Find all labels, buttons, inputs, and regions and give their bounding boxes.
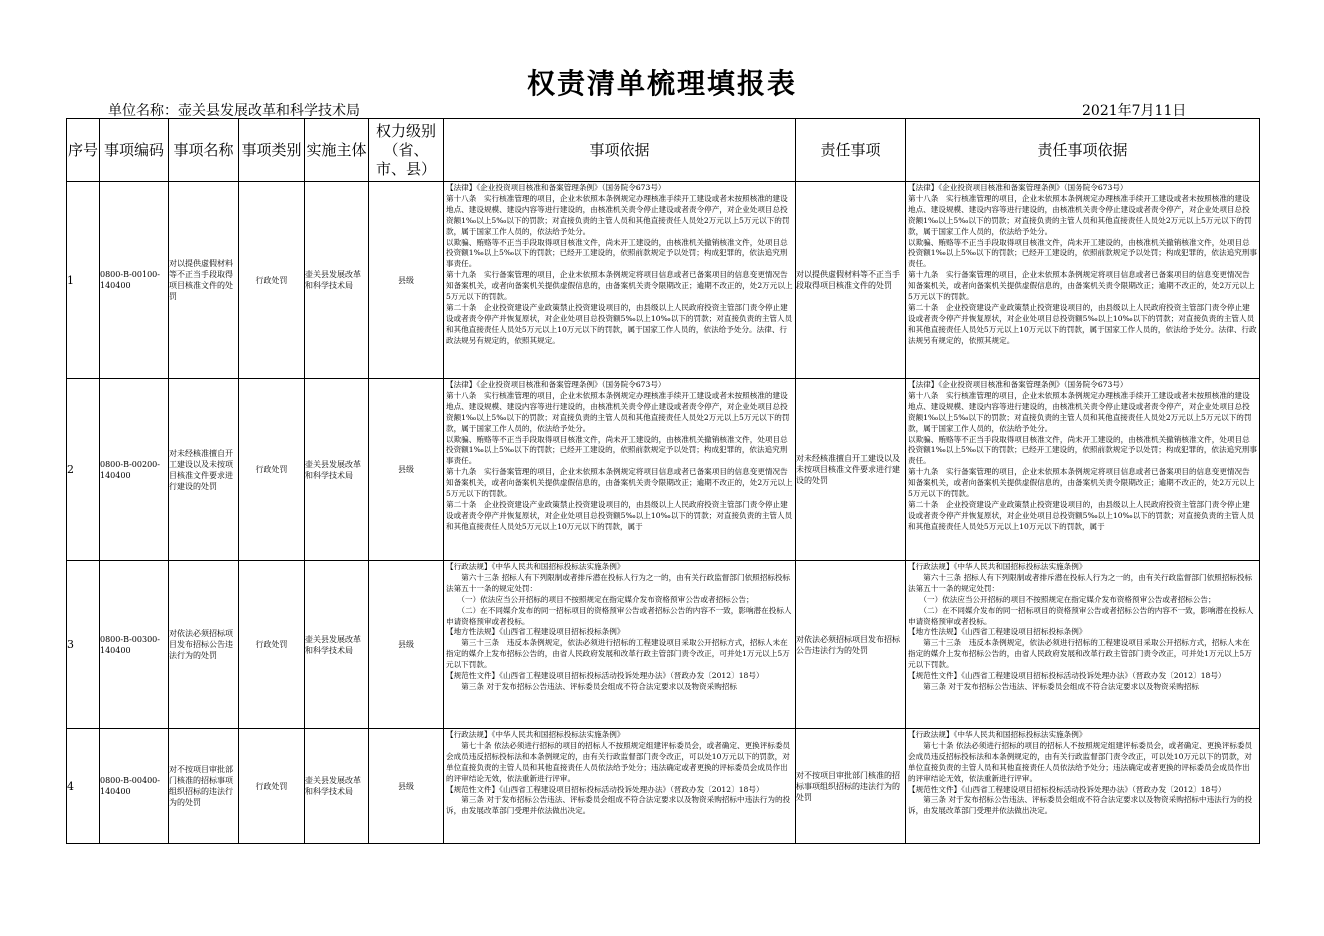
basis-text: 【法律】《企业投资项目核准和备案管理条例》（国务院令673号） 第十八条 实行核准管理的项目，企业未依照本条例规定办理核准手续开工建设或者未按照核准的建设地点、建设规模、建设内容等进行建设的，由核准机关责令停止建设或者责令停产，对企业处项目总投资额1‰以上5‰以下的罚款；对直接负责的主管人员和其他直接责任人员处2万元以上5万元以下的罚款，属于国家工作人员的，依法给予处分。 以欺骗、贿赂等不正当手段取得项目核准文件，尚未开工建设的，由核准机关撤销核准文件，处项目总投资额1‰以上5‰以下的罚款；已经开工建设的，依照前款规定予以处罚；构成犯罪的，依法追究刑事责任。 第十九条 实行备案管理的项目，企业未依照本条例规定将项目信息或者已备案项目的信息变更情况告知备案机关，或者向备案机关提供虚假信息的，由备案机关责令限期改正；逾期不改正的，处2万元以上5万元以下的罚款。 第二十条 企业投资建设产业政策禁止投资建设项目的，由县级以上人民政府投资主管部门责令停止建设或者责令停产并恢复原状，对企业处项目总投资额5‰以上10‰以下的罚款；对直接负责的主管人员和其他直接责任人员处5万元以上10万元以下的罚款，属于国家工作人员的，依法给予处分。法律、行政法规另有规定的，依照其规定。	[446, 183, 793, 345]
row-duty: 对未经核准擅自开工建设以及未按项目核准文件要求进行建设的处罚	[796, 379, 906, 561]
basis-text: 【行政法规】《中华人民共和国招标投标法实施条例》 第七十条 依法必须进行招标的项目的招标人不按照规定组建评标委员会，或者确定、更换评标委员会成员违反招标投标法和本条例规定的，由有关行政监督部门责令改正，可以处10万元以下的罚款，对单位直接负责的主管人员和其他直接责任人员依法给予处分；违法确定或者更换的评标委员会成员作出的评审结论无效，依法重新进行评审。 【规范性文件】《山西省工程建设项目招标投标活动投诉处理办法》（晋政办发〔2012〕18号） 第三条 对于发布招标公告违法、评标委员会组成不符合法定要求以及物资采购招标中违法行为的投诉，由发展改革部门受理并依法做出决定。	[446, 730, 791, 816]
row-basis	[444, 561, 796, 729]
table-row	[67, 379, 1260, 561]
row-subject: 壶关县发展改革和科学技术局	[305, 729, 369, 844]
header-duty-basis: 责任事项依据	[906, 119, 1260, 182]
row-level: 县级	[369, 729, 444, 844]
row-index: 1	[67, 182, 100, 379]
row-duty-basis	[906, 561, 1260, 729]
row-duty-basis	[906, 379, 1260, 561]
row-name: 对未经核准擅自开工建设以及未按项目核准文件要求进行建设的处罚	[169, 379, 239, 561]
row-category: 行政处罚	[239, 182, 305, 379]
row-level: 县级	[369, 182, 444, 379]
row-subject: 壶关县发展改革和科学技术局	[305, 561, 369, 729]
table-row	[67, 561, 1260, 729]
unit-name: 单位名称：壶关县发展改革和科学技术局	[108, 103, 360, 119]
row-code: 0800-B-00400-140400	[100, 729, 169, 844]
row-subject: 壶关县发展改革和科学技术局	[305, 182, 369, 379]
table-row	[67, 729, 1260, 844]
header-index: 序号	[67, 119, 100, 182]
page-title: 权责清单梳理填报表	[526, 67, 797, 100]
row-code: 0800-B-00200-140400	[100, 379, 169, 561]
row-index: 2	[67, 379, 100, 561]
row-duty: 对不按项目审批部门核准的招标事项组织招标的违法行为的处罚	[796, 729, 906, 844]
duty-table	[66, 118, 1260, 844]
row-basis	[444, 379, 796, 561]
row-index: 4	[67, 729, 100, 844]
header-level: 权力级别（省、市、县）	[369, 119, 444, 182]
header-category: 事项类别	[239, 119, 305, 182]
header-code: 事项编码	[100, 119, 169, 182]
row-category: 行政处罚	[239, 379, 305, 561]
basis-text: 【法律】《企业投资项目核准和备案管理条例》（国务院令673号） 第十八条 实行核准管理的项目，企业未依照本条例规定办理核准手续开工建设或者未按照核准的建设地点、建设规模、建设内容等进行建设的，由核准机关责令停止建设或者责令停产，对企业处项目总投资额1‰以上5‰以下的罚款；对直接负责的主管人员和其他直接责任人员处2万元以上5万元以下的罚款，属于国家工作人员的，依法给予处分。 以欺骗、贿赂等不正当手段取得项目核准文件，尚未开工建设的，由核准机关撤销核准文件，处项目总投资额1‰以上5‰以下的罚款；已经开工建设的，依照前款规定予以处罚；构成犯罪的，依法追究刑事责任。 第十九条 实行备案管理的项目，企业未依照本条例规定将项目信息或者已备案项目的信息变更情况告知备案机关，或者向备案机关提供虚假信息的，由备案机关责令限期改正；逾期不改正的，处2万元以上5万元以下的罚款。 第二十条 企业投资建设产业政策禁止投资建设项目的，由县级以上人民政府投资主管部门责令停止建设或者责令停产并恢复原状，对企业处项目总投资额5‰以上10‰以下的罚款；对直接负责的主管人员和其他直接责任人员处5万元以上10万元以下的罚款，属于	[446, 380, 793, 531]
row-name: 对不按项目审批部门核准的招标事项组织招标的违法行为的处罚	[169, 729, 239, 844]
row-subject: 壶关县发展改革和科学技术局	[305, 379, 369, 561]
basis-text: 【法律】《企业投资项目核准和备案管理条例》（国务院令673号） 第十八条 实行核准管理的项目，企业未依照本条例规定办理核准手续开工建设或者未按照核准的建设地点、建设规模、建设内容等进行建设的，由核准机关责令停止建设或者责令停产，对企业处项目总投资额1‰以上5‰以下的罚款；对直接负责的主管人员和其他直接责任人员处2万元以上5万元以下的罚款，属于国家工作人员的，依法给予处分。 以欺骗、贿赂等不正当手段取得项目核准文件，尚未开工建设的，由核准机关撤销核准文件，处项目总投资额1‰以上5‰以下的罚款；已经开工建设的，依照前款规定予以处罚；构成犯罪的，依法追究刑事责任。 第十九条 实行备案管理的项目，企业未依照本条例规定将项目信息或者已备案项目的信息变更情况告知备案机关，或者向备案机关提供虚假信息的，由备案机关责令限期改正；逾期不改正的，处2万元以上5万元以下的罚款。 第二十条 企业投资建设产业政策禁止投资建设项目的，由县级以上人民政府投资主管部门责令停止建设或者责令停产并恢复原状，对企业处项目总投资额5‰以上10‰以下的罚款；对直接负责的主管人员和其他直接责任人员处5万元以上10万元以下的罚款，属于	[908, 380, 1257, 531]
row-duty: 对以提供虚假材料等不正当手段取得项目核准文件的处罚	[796, 182, 906, 379]
row-name: 对以提供虚假材料等不正当手段取得项目核准文件的处罚	[169, 182, 239, 379]
row-basis	[444, 182, 796, 379]
row-duty: 对依法必须招标项目发布招标公告违法行为的处罚	[796, 561, 906, 729]
row-level: 县级	[369, 379, 444, 561]
table-row	[67, 182, 1260, 379]
basis-text: 【法律】《企业投资项目核准和备案管理条例》（国务院令673号） 第十八条 实行核准管理的项目，企业未依照本条例规定办理核准手续开工建设或者未按照核准的建设地点、建设规模、建设内容等进行建设的，由核准机关责令停止建设或者责令停产，对企业处项目总投资额1‰以上5‰以下的罚款；对直接负责的主管人员和其他直接责任人员处2万元以上5万元以下的罚款，属于国家工作人员的，依法给予处分。 以欺骗、贿赂等不正当手段取得项目核准文件，尚未开工建设的，由核准机关撤销核准文件，处项目总投资额1‰以上5‰以下的罚款；已经开工建设的，依照前款规定予以处罚；构成犯罪的，依法追究刑事责任。 第十九条 实行备案管理的项目，企业未依照本条例规定将项目信息或者已备案项目的信息变更情况告知备案机关，或者向备案机关提供虚假信息的，由备案机关责令限期改正；逾期不改正的，处2万元以上5万元以下的罚款。 第二十条 企业投资建设产业政策禁止投资建设项目的，由县级以上人民政府投资主管部门责令停止建设或者责令停产并恢复原状，对企业处项目总投资额5‰以上10‰以下的罚款；对直接负责的主管人员和其他直接责任人员处5万元以上10万元以下的罚款，属于国家工作人员的，依法给予处分。法律、行政法规另有规定的，依照其规定。	[908, 183, 1257, 345]
row-category: 行政处罚	[239, 561, 305, 729]
row-duty-basis	[906, 729, 1260, 844]
basis-text: 【行政法规】《中华人民共和国招标投标法实施条例》 第六十三条 招标人有下列限制或者排斥潜在投标人行为之一的，由有关行政监督部门依照招标投标法第五十一条的规定处罚： （一）依法应当公开招标的项目不按照规定在指定媒介发布资格预审公告或者招标公告； （二）在不同媒介发布的同一招标项目的资格预审公告或者招标公告的内容不一致，影响潜在投标人申请资格预审或者投标。 【地方性法规】《山西省工程建设项目招标投标条例》 第三十三条 违反本条例规定，依法必须进行招标的工程建设项目采取公开招标方式，招标人未在指定的媒介上发布招标公告的，由省人民政府发展和改革行政主管部门责令改正，可并处1万元以上5万元以下罚款。 【规范性文件】《山西省工程建设项目招标投标活动投诉处理办法》（晋政办发〔2012〕18号） 第三条 对于发布招标公告违法、评标委员会组成不符合法定要求以及物资采购招标	[908, 562, 1254, 691]
row-code: 0800-B-00100-140400	[100, 182, 169, 379]
header-name: 事项名称	[169, 119, 239, 182]
row-category: 行政处罚	[239, 729, 305, 844]
report-date: 2021年7月11日	[1082, 103, 1187, 119]
row-code: 0800-B-00300-140400	[100, 561, 169, 729]
row-basis	[444, 729, 796, 844]
basis-text: 【行政法规】《中华人民共和国招标投标法实施条例》 第七十条 依法必须进行招标的项目的招标人不按照规定组建评标委员会，或者确定、更换评标委员会成员违反招标投标法和本条例规定的，由有关行政监督部门责令改正，可以处10万元以下的罚款，对单位直接负责的主管人员和其他直接责任人员依法给予处分；违法确定或者更换的评标委员会成员作出的评审结论无效，依法重新进行评审。 【规范性文件】《山西省工程建设项目招标投标活动投诉处理办法》（晋政办发〔2012〕18号） 第三条 对于发布招标公告违法、评标委员会组成不符合法定要求以及物资采购招标中违法行为的投诉，由发展改革部门受理并依法做出决定。	[908, 730, 1253, 816]
basis-text: 【行政法规】《中华人民共和国招标投标法实施条例》 第六十三条 招标人有下列限制或者排斥潜在投标人行为之一的，由有关行政监督部门依照招标投标法第五十一条的规定处罚： （一）依法应当公开招标的项目不按照规定在指定媒介发布资格预审公告或者招标公告； （二）在不同媒介发布的同一招标项目的资格预审公告或者招标公告的内容不一致，影响潜在投标人申请资格预审或者投标。 【地方性法规】《山西省工程建设项目招标投标条例》 第三十三条 违反本条例规定，依法必须进行招标的工程建设项目采取公开招标方式，招标人未在指定的媒介上发布招标公告的，由省人民政府发展和改革行政主管部门责令改正，可并处1万元以上5万元以下罚款。 【规范性文件】《山西省工程建设项目招标投标活动投诉处理办法》（晋政办发〔2012〕18号） 第三条 对于发布招标公告违法、评标委员会组成不符合法定要求以及物资采购招标	[446, 562, 792, 691]
header-row	[67, 119, 1260, 182]
header-subject: 实施主体	[305, 119, 369, 182]
row-level: 县级	[369, 561, 444, 729]
header-basis: 事项依据	[444, 119, 796, 182]
row-name: 对依法必须招标项目发布招标公告违法行为的处罚	[169, 561, 239, 729]
row-duty-basis	[906, 182, 1260, 379]
row-index: 3	[67, 561, 100, 729]
header-duty: 责任事项	[796, 119, 906, 182]
